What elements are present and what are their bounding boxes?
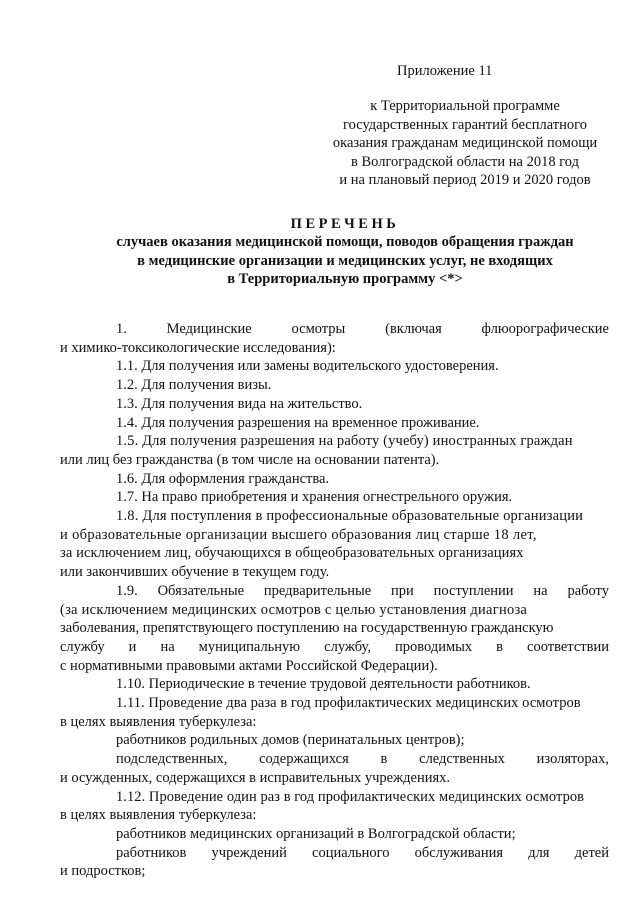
text-word: муниципальную [198,638,301,655]
item-1-2: 1.2. Для получения визы. [116,377,272,394]
text-word: в [380,751,388,768]
text-word: работу [567,582,609,599]
item-1-8-line: 1.8. Для поступления в профессиональные образовательные организации [116,508,584,525]
text-word: социального [312,844,390,861]
text-word: учреждений [211,844,287,861]
text-word: (включая [385,321,442,337]
text-word: для [528,844,550,861]
item-1-9-line: заболевания, препятствующего поступлению на государственную гражданскую [60,620,554,637]
document-body [60,320,609,881]
text-word: осмотры [291,321,346,337]
item-1-1: 1.1. Для получения или замены водительского удостоверения. [116,358,499,375]
text-word: флюорографические [481,321,609,337]
item-1-11-line: в целях выявления туберкулеза: [60,713,257,730]
appendix-note-line: и на плановый период 2019 и 2020 годов [339,172,591,189]
appendix-note-line: к Территориальной программе [370,98,560,114]
item-1-3: 1.3. Для получения вида на жительство. [116,395,363,412]
item-1-12-line [84,844,609,863]
text-word: в [496,638,504,655]
text-word: на [533,582,548,599]
appendix-note-line: в Волгоградской области на 2018 год [351,153,579,170]
text-word: службу [60,638,105,655]
item-1-6: 1.6. Для оформления гражданства. [116,470,330,487]
heading-word: ПЕРЕЧЕНЬ [290,216,400,232]
item-1-10: 1.10. Периодические в течение трудовой деятельности работников. [116,676,531,693]
appendix-number: Приложение 11 [397,63,493,79]
text-word: детей [574,844,609,861]
item-1-line: и химико-токсикологические исследования): [60,339,336,356]
item-1-9-line [84,582,609,601]
text-word: подследственных, [116,751,228,768]
item-1-9-line: с нормативными правовыми актами Российской Федерации). [60,657,438,674]
item-1-4: 1.4. Для получения разрешения на временное проживание. [116,414,480,431]
text-word: предварительные [263,582,372,599]
text-word: следственных [419,751,505,768]
item-1-12-line: работников медицинских организаций в Волгоградской области; [116,825,516,842]
text-word: поступлении [433,582,514,599]
appendix-note [315,97,615,190]
text-word: Обязательные [157,582,245,599]
item-1-11-line [84,750,609,769]
heading-line: в Территориальную программу <*> [227,271,463,288]
item-1-8-line: и образовательные организации высшего образования лиц старше 18 лет, [60,526,537,543]
item-1-line [84,320,609,339]
text-word: и [128,638,137,655]
item-1-5-line: или лиц без гражданства (в том числе на основании патента). [60,451,440,468]
appendix-note-line: государственных гарантий бесплатного [343,116,587,133]
text-word: 1. [116,321,127,337]
document-heading [60,215,630,289]
item-1-8-line: за исключением лиц, обучающихся в общеобразовательных организациях [60,545,524,562]
heading-line: в медицинские организации и медицинских услуг, не входящих [137,252,553,269]
item-1-8-line: или закончивших обучение в текущем году. [60,564,330,581]
item-1-12-line: 1.12. Проведение один раз в год профилактических медицинских осмотров [116,788,585,805]
text-word: службу, [324,638,371,655]
appendix-note-line: оказания гражданам медицинской помощи [332,135,598,152]
text-word: на [160,638,175,655]
item-1-12-line: в целях выявления туберкулеза: [60,807,257,824]
text-word: при [391,582,414,599]
item-1-9-line [60,638,609,657]
item-1-12-line: и подростков; [60,863,146,880]
text-word: изоляторах, [536,751,609,768]
item-1-9-line: (за исключением медицинских осмотров с целью установления диагноза [60,601,528,618]
item-1-11-line: 1.11. Проведение два раза в год профилактических медицинских осмотров [116,695,581,712]
text-word: Медицинские [166,321,252,337]
text-word: 1.9. [116,582,138,599]
item-1-11-line: работников родильных домов (перинатальных центров); [116,732,465,749]
text-word: соответствии [527,638,609,655]
item-1-5-line: 1.5. Для получения разрешения на работу (учебу) иностранных граждан [116,433,573,450]
heading-line: случаев оказания медицинской помощи, поводов обращения граждан [116,234,574,251]
item-1-11-line: и осужденных, содержащихся в исправительных учреждениях. [60,769,451,786]
item-1-7: 1.7. На право приобретения и хранения огнестрельного оружия. [116,489,513,506]
text-word: обслуживания [414,844,504,861]
text-word: работников [116,844,187,861]
text-word: содержащихся [259,751,349,768]
text-word: проводимых [394,638,473,655]
